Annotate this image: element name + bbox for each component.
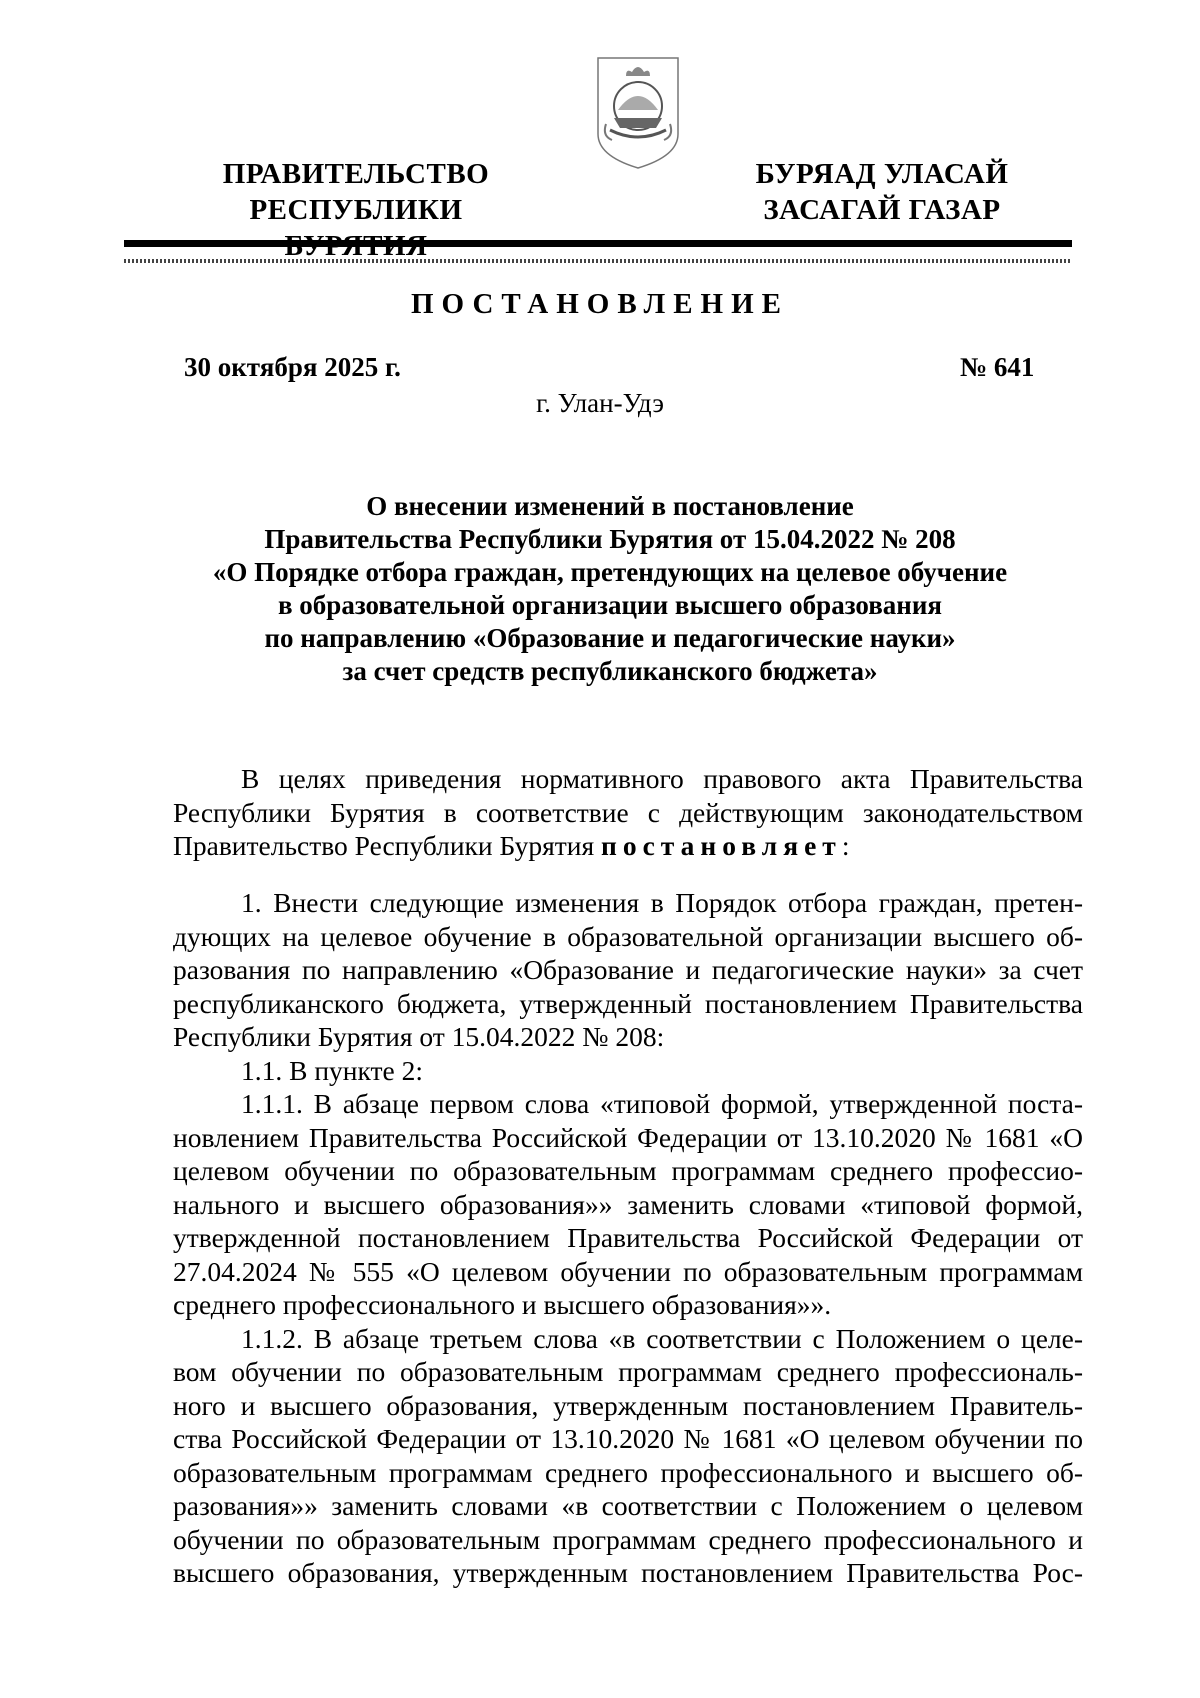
preamble-line (173, 829, 1083, 863)
item-1-1-1-line: нального и высшего образования»» заменить словами «типовой формой, (173, 1188, 1083, 1220)
decree-word: постановляет (601, 830, 842, 861)
government-name-russian (176, 156, 536, 264)
preamble-paragraph (173, 762, 1083, 863)
title-line: в образовательной организации высшего образования (277, 590, 943, 620)
header-left-line2: РЕСПУБЛИКИ (249, 194, 463, 226)
title-line: «О Порядке отбора граждан, претендующих на целевое обучение (212, 557, 1008, 587)
item-1-1-1-line: новлением Правительства Российской Федерации от 13.10.2020 № 1681 «О (173, 1121, 1083, 1153)
header-left-line1: ПРАВИТЕЛЬСТВО (222, 158, 490, 190)
item-1-line: разования по направлению «Образование и педагогические науки» за счет (173, 954, 1083, 985)
item-1-1-1-line: утвержденной постановлением Правительства Российской Федерации от (173, 1222, 1083, 1253)
item-1-1-2-line: высшего образования, утвержденным постановлением Правительства Рос- (173, 1557, 1083, 1588)
item-1-1-1-line: целевом обучении по образовательным программам среднего профессио- (173, 1155, 1083, 1186)
item-1-1-1-line: среднего профессионального и высшего образования»». (173, 1289, 832, 1320)
document-date: 30 октября 2025 г. (184, 352, 401, 382)
preamble-line: В целях приведения нормативного правового акта Правительства (241, 763, 1083, 794)
item-1-line: 1. Внести следующие изменения в Порядок отбора граждан, претен- (241, 887, 1083, 918)
item-1-1-2-line: ного и высшего образования, утвержденным постановлением Правитель- (173, 1389, 1083, 1421)
title-line: по направлению «Образование и педагогические науки» (264, 623, 956, 653)
document-number: № 641 (960, 352, 1035, 382)
item-1-1-line: 1.1. В пункте 2: (241, 1054, 424, 1086)
document-title (170, 490, 1050, 688)
item-1-paragraph (173, 886, 1083, 1590)
title-line: Правительства Республики Бурятия от 15.04.2022 № 208 (264, 524, 956, 554)
preamble-suffix: : (841, 830, 850, 861)
title-line: за счет средств республиканского бюджета» (342, 656, 878, 686)
item-1-1-2-line: вом обучении по образовательным программам среднего профессиональ- (173, 1356, 1083, 1387)
item-1-line: Республики Бурятия от 15.04.2022 № 208: (173, 1021, 665, 1052)
item-1-1-1-line: 1.1.1. В абзаце первом слова «типовой формой, утвержденной поста- (241, 1088, 1083, 1119)
item-1-1-1-line: 27.04.2024 № 555 «О целевом обучении по образовательным программам (173, 1255, 1083, 1287)
item-1-line: дующих на целевое обучение в образовательной организации высшего об- (173, 920, 1083, 952)
preamble-line: Республики Бурятия в соответствие с действующим законодательством (173, 796, 1083, 828)
item-1-1-2-line: разования»» заменить словами «в соответствии с Положением о целевом (173, 1490, 1083, 1521)
document-type: ПОСТАНОВЛЕНИЕ (410, 288, 789, 320)
item-1-1-2-line: 1.1.2. В абзаце третьем слова «в соответствии с Положением о целе- (241, 1322, 1083, 1354)
preamble-prefix: Правительство Республики Бурятия (173, 830, 601, 861)
item-1-1-2-line: ства Российской Федерации от 13.10.2020 № 1681 «О целевом обучении по (173, 1423, 1083, 1454)
item-1-1-2-line: образовательным программам среднего профессионального и высшего об- (173, 1456, 1083, 1488)
document-city: г. Улан-Удэ (536, 388, 664, 418)
coat-of-arms-icon (592, 52, 684, 170)
header-rule-thick (124, 240, 1072, 247)
item-1-line: республиканского бюджета, утвержденный постановлением Правительства (173, 987, 1083, 1019)
title-line: О внесении изменений в постановление (366, 491, 854, 521)
header-right-line2: ЗАСАГАЙ ГАЗАР (763, 194, 1001, 226)
header-rule-thin (124, 259, 1072, 263)
item-1-1-2-line: обучении по образовательным программам среднего профессионального и (173, 1523, 1083, 1555)
government-name-buryat (752, 156, 1012, 228)
header-right-line1: БУРЯАД УЛАСАЙ (755, 158, 1009, 190)
